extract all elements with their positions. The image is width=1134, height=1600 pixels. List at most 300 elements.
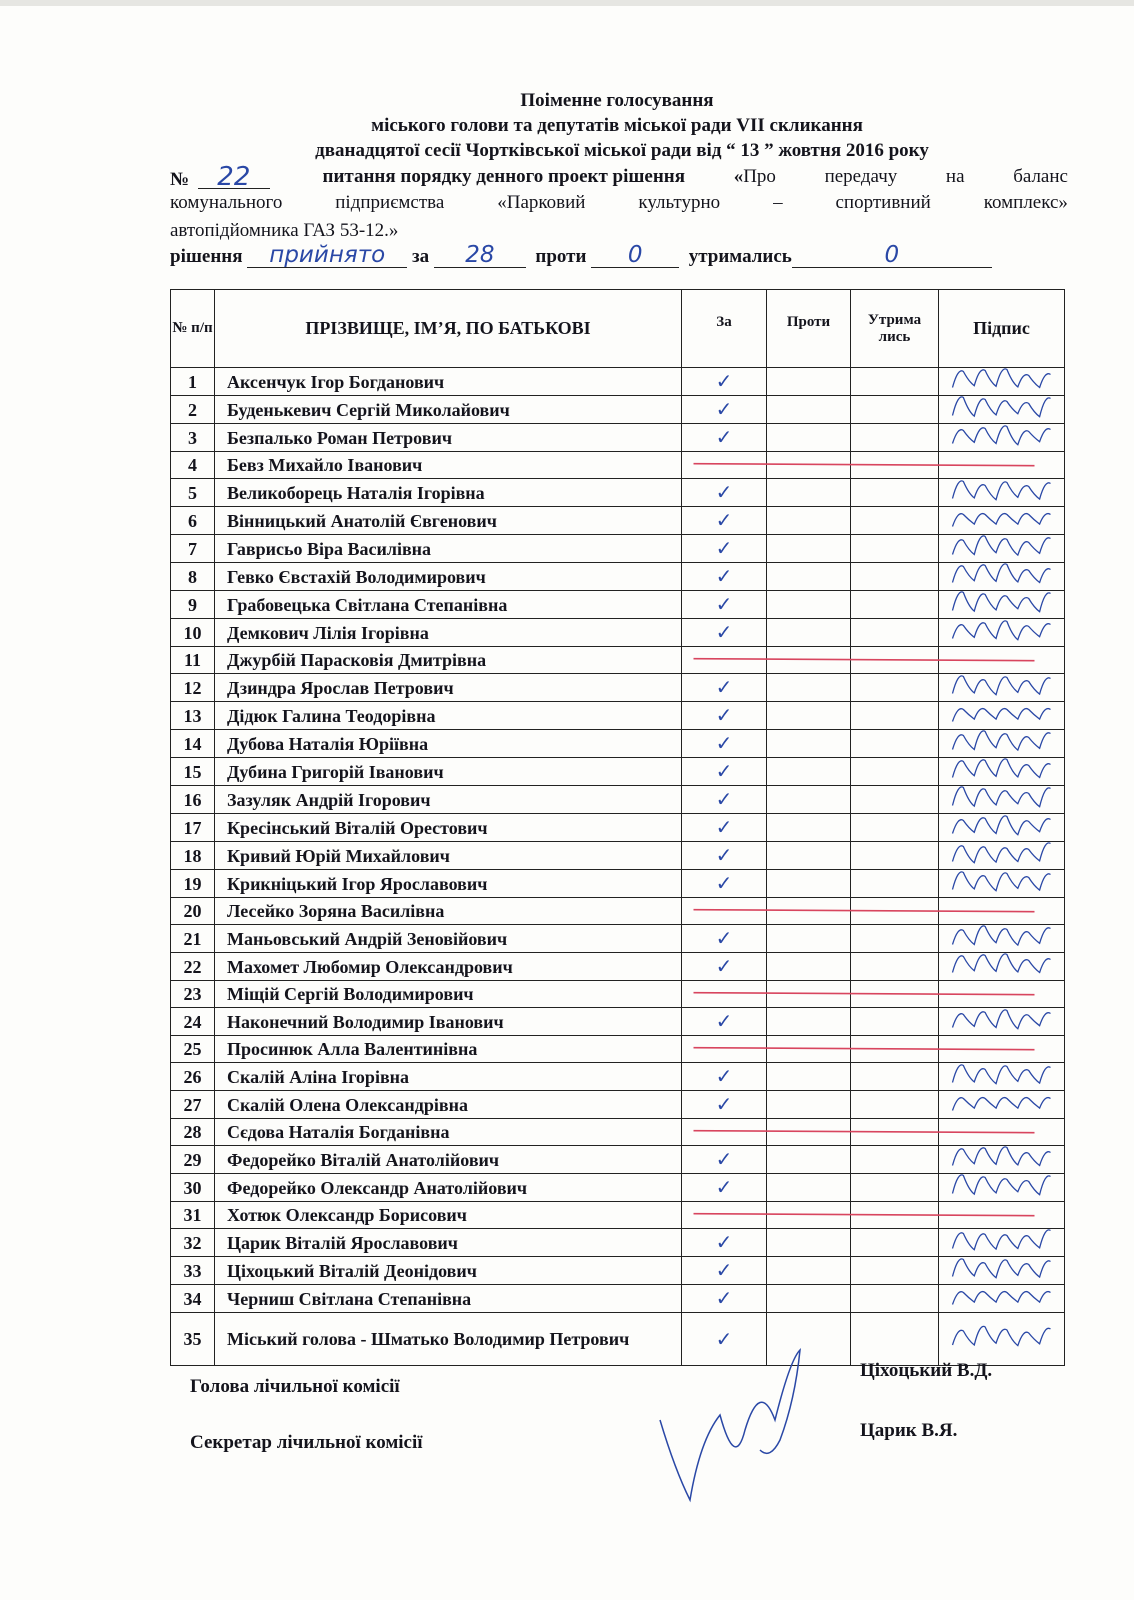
- row-number: 6: [171, 507, 215, 535]
- check-mark-icon: ✓: [715, 508, 733, 532]
- row-proty: [767, 1257, 851, 1285]
- row-name: Великоборець Наталія Ігорівна: [215, 479, 682, 507]
- za-label: за: [412, 246, 430, 267]
- proty-label: проти: [535, 246, 587, 267]
- table-row: [171, 1146, 1065, 1174]
- row-za: [682, 786, 767, 814]
- question-bold-text: питання порядку денного проект рішення: [322, 166, 686, 187]
- proty-value: 0: [591, 243, 679, 268]
- row-za: [682, 535, 767, 563]
- row-number: 33: [171, 1257, 215, 1285]
- table-row: [171, 591, 1065, 619]
- row-signature: [939, 563, 1065, 591]
- question-word: Про: [743, 166, 776, 187]
- row-utr: [851, 1119, 939, 1146]
- row-za: [682, 1119, 767, 1146]
- row-za: [682, 1174, 767, 1202]
- question-quote-group: [734, 166, 776, 191]
- table-row: [171, 786, 1065, 814]
- row-proty: [767, 674, 851, 702]
- row-name: Буденькевич Сергій Миколайович: [215, 396, 682, 424]
- row-utr: [851, 1285, 939, 1313]
- row-za: [682, 563, 767, 591]
- row-za: [682, 368, 767, 396]
- check-mark-icon: ✓: [715, 1009, 733, 1033]
- title-line-2: міського голови та депутатів міської ради VII скликання: [371, 115, 863, 136]
- table-row: [171, 1229, 1065, 1257]
- row-number: 13: [171, 702, 215, 730]
- question-word: підприємства: [335, 192, 445, 213]
- utr-value: 0: [792, 243, 992, 268]
- row-utr: [851, 730, 939, 758]
- row-number: 30: [171, 1174, 215, 1202]
- row-utr: [851, 619, 939, 647]
- header-name: ПРІЗВИЩЕ, ІМ’Я, ПО БАТЬКОВІ: [215, 290, 682, 368]
- row-utr: [851, 898, 939, 925]
- row-utr: [851, 758, 939, 786]
- row-signature: [939, 786, 1065, 814]
- row-za: [682, 591, 767, 619]
- header-proty: Проти: [767, 290, 851, 368]
- row-name: Кривий Юрій Михайлович: [215, 842, 682, 870]
- row-signature: [939, 842, 1065, 870]
- question-word: баланс: [1013, 166, 1068, 187]
- row-name: Сєдова Наталія Богданівна: [215, 1119, 682, 1146]
- row-name: Міський голова - Шматько Володимир Петрович: [215, 1313, 682, 1366]
- row-signature: [939, 981, 1065, 1008]
- row-za: [682, 1229, 767, 1257]
- row-number: 12: [171, 674, 215, 702]
- row-signature: [939, 1146, 1065, 1174]
- utr-label: утримались: [688, 246, 792, 267]
- table-row: [171, 647, 1065, 674]
- row-number: 29: [171, 1146, 215, 1174]
- row-proty: [767, 1174, 851, 1202]
- title-line-1: Поіменне голосування: [520, 90, 714, 111]
- table-row: [171, 870, 1065, 898]
- row-utr: [851, 1257, 939, 1285]
- question-line-2: [170, 192, 1068, 214]
- row-name: Дзиндра Ярослав Петрович: [215, 674, 682, 702]
- check-mark-icon: ✓: [715, 731, 733, 755]
- header-sign: Підпис: [939, 290, 1065, 368]
- row-name: Кресінський Віталій Орестович: [215, 814, 682, 842]
- row-za: [682, 814, 767, 842]
- row-name: Гевко Євстахій Володимирович: [215, 563, 682, 591]
- check-mark-icon: ✓: [715, 1230, 733, 1254]
- row-za: [682, 702, 767, 730]
- row-proty: [767, 730, 851, 758]
- check-mark-icon: ✓: [715, 1092, 733, 1116]
- check-mark-icon: ✓: [715, 1147, 733, 1171]
- header-num: № п/п: [171, 290, 215, 368]
- row-utr: [851, 479, 939, 507]
- row-signature: [939, 591, 1065, 619]
- row-utr: [851, 953, 939, 981]
- row-number: 9: [171, 591, 215, 619]
- row-number: 23: [171, 981, 215, 1008]
- row-za: [682, 925, 767, 953]
- row-number: 15: [171, 758, 215, 786]
- row-proty: [767, 619, 851, 647]
- row-proty: [767, 898, 851, 925]
- row-signature: [939, 507, 1065, 535]
- row-signature: [939, 702, 1065, 730]
- row-signature: [939, 1063, 1065, 1091]
- row-number: 27: [171, 1091, 215, 1119]
- table-row: [171, 1063, 1065, 1091]
- row-signature: [939, 953, 1065, 981]
- check-mark-icon: ✓: [715, 592, 733, 616]
- row-name: Грабовецька Світлана Степанівна: [215, 591, 682, 619]
- row-utr: [851, 1008, 939, 1036]
- row-utr: [851, 1229, 939, 1257]
- row-name: Безпалько Роман Петрович: [215, 424, 682, 452]
- row-name: Махомет Любомир Олександрович: [215, 953, 682, 981]
- row-proty: [767, 981, 851, 1008]
- voting-table: [170, 289, 1065, 1366]
- table-row: [171, 1285, 1065, 1313]
- row-name: Крикніцький Ігор Ярославович: [215, 870, 682, 898]
- question-number: 22: [198, 166, 270, 189]
- table-row: [171, 814, 1065, 842]
- row-za: [682, 1091, 767, 1119]
- row-proty: [767, 452, 851, 479]
- check-mark-icon: ✓: [715, 926, 733, 950]
- check-mark-icon: ✓: [715, 1064, 733, 1088]
- row-signature: [939, 1091, 1065, 1119]
- row-signature: [939, 814, 1065, 842]
- row-name: Черниш Світлана Степанівна: [215, 1285, 682, 1313]
- row-name: Дубина Григорій Іванович: [215, 758, 682, 786]
- row-number: 26: [171, 1063, 215, 1091]
- row-signature: [939, 1174, 1065, 1202]
- table-row: [171, 507, 1065, 535]
- row-name: Просинюк Алла Валентинівна: [215, 1036, 682, 1063]
- row-name: Бевз Михайло Іванович: [215, 452, 682, 479]
- table-row: [171, 1036, 1065, 1063]
- check-mark-icon: ✓: [715, 620, 733, 644]
- row-za: [682, 1146, 767, 1174]
- check-mark-icon: ✓: [715, 815, 733, 839]
- table-row: [171, 674, 1065, 702]
- row-utr: [851, 507, 939, 535]
- row-za: [682, 674, 767, 702]
- check-mark-icon: ✓: [715, 703, 733, 727]
- row-za: [682, 619, 767, 647]
- row-name: Ціхоцький Віталій Деонідович: [215, 1257, 682, 1285]
- row-za: [682, 981, 767, 1008]
- table-row: [171, 1119, 1065, 1146]
- question-line-1: [170, 162, 1068, 192]
- row-signature: [939, 619, 1065, 647]
- table-row: [171, 396, 1065, 424]
- table-row: [171, 898, 1065, 925]
- row-name: Дубова Наталія Юріївна: [215, 730, 682, 758]
- question-no-label: №: [170, 169, 190, 190]
- row-signature: [939, 1008, 1065, 1036]
- row-number: 2: [171, 396, 215, 424]
- row-utr: [851, 368, 939, 396]
- row-za: [682, 647, 767, 674]
- title-line-3: дванадцятої сесії Чортківської міської ради від “ 13 ” жовтня 2016 року: [315, 140, 929, 161]
- row-signature: [939, 730, 1065, 758]
- row-proty: [767, 479, 851, 507]
- check-mark-icon: ✓: [715, 954, 733, 978]
- row-proty: [767, 424, 851, 452]
- table-row: [171, 1008, 1065, 1036]
- row-proty: [767, 1119, 851, 1146]
- row-proty: [767, 1008, 851, 1036]
- table-row: [171, 452, 1065, 479]
- row-za: [682, 479, 767, 507]
- row-za: [682, 842, 767, 870]
- row-number: 5: [171, 479, 215, 507]
- row-proty: [767, 368, 851, 396]
- row-signature: [939, 1285, 1065, 1313]
- question-number-group: [170, 162, 274, 192]
- question-line-3: автопідйомника ГАЗ 53-12.»: [170, 220, 399, 241]
- row-proty: [767, 396, 851, 424]
- row-za: [682, 1063, 767, 1091]
- row-name: Маньовський Андрій Зеновійович: [215, 925, 682, 953]
- question-word: комунального: [170, 192, 283, 213]
- row-za: [682, 452, 767, 479]
- row-utr: [851, 702, 939, 730]
- row-name: Демкович Лілія Ігорівна: [215, 619, 682, 647]
- row-number: 24: [171, 1008, 215, 1036]
- row-signature: [939, 758, 1065, 786]
- row-utr: [851, 786, 939, 814]
- row-utr: [851, 842, 939, 870]
- row-proty: [767, 1285, 851, 1313]
- row-number: 32: [171, 1229, 215, 1257]
- row-utr: [851, 1146, 939, 1174]
- table-row: [171, 1174, 1065, 1202]
- table-row: [171, 1202, 1065, 1229]
- check-mark-icon: ✓: [715, 564, 733, 588]
- chair-label: Голова лічильної комісії: [190, 1376, 400, 1397]
- row-utr: [851, 674, 939, 702]
- row-name: Гаврисьо Віра Василівна: [215, 535, 682, 563]
- row-number: 1: [171, 368, 215, 396]
- row-proty: [767, 925, 851, 953]
- row-name: Джурбій Парасковія Дмитрівна: [215, 647, 682, 674]
- row-proty: [767, 1146, 851, 1174]
- row-utr: [851, 563, 939, 591]
- row-utr: [851, 424, 939, 452]
- row-name: Зазуляк Андрій Ігорович: [215, 786, 682, 814]
- row-proty: [767, 786, 851, 814]
- check-mark-icon: ✓: [715, 425, 733, 449]
- check-mark-icon: ✓: [715, 1286, 733, 1310]
- check-mark-icon: ✓: [715, 1175, 733, 1199]
- row-utr: [851, 1202, 939, 1229]
- row-proty: [767, 1036, 851, 1063]
- row-proty: [767, 1313, 851, 1366]
- row-signature: [939, 396, 1065, 424]
- row-number: 7: [171, 535, 215, 563]
- row-za: [682, 1257, 767, 1285]
- row-name: Царик Віталій Ярославович: [215, 1229, 682, 1257]
- row-signature: [939, 1202, 1065, 1229]
- table-row: [171, 842, 1065, 870]
- question-word: комплекс»: [983, 192, 1068, 213]
- row-name: Вінницький Анатолій Євгенович: [215, 507, 682, 535]
- row-number: 11: [171, 647, 215, 674]
- row-proty: [767, 507, 851, 535]
- check-mark-icon: ✓: [715, 871, 733, 895]
- row-number: 31: [171, 1202, 215, 1229]
- check-mark-icon: ✓: [715, 787, 733, 811]
- question-word: –: [773, 192, 783, 213]
- row-za: [682, 758, 767, 786]
- decision-line: [170, 243, 992, 268]
- row-proty: [767, 842, 851, 870]
- secretary-name: Царик В.Я.: [860, 1420, 958, 1441]
- row-proty: [767, 591, 851, 619]
- row-za: [682, 507, 767, 535]
- row-proty: [767, 647, 851, 674]
- row-signature: [939, 647, 1065, 674]
- row-signature: [939, 925, 1065, 953]
- row-proty: [767, 563, 851, 591]
- check-mark-icon: ✓: [715, 397, 733, 421]
- row-signature: [939, 452, 1065, 479]
- row-proty: [767, 814, 851, 842]
- row-proty: [767, 1063, 851, 1091]
- row-za: [682, 730, 767, 758]
- row-utr: [851, 647, 939, 674]
- row-signature: [939, 479, 1065, 507]
- row-signature: [939, 1119, 1065, 1146]
- table-row: [171, 535, 1065, 563]
- za-value: 28: [434, 243, 526, 268]
- header-utr: Утрима лись: [851, 290, 939, 368]
- row-za: [682, 953, 767, 981]
- check-mark-icon: ✓: [715, 480, 733, 504]
- row-signature: [939, 1313, 1065, 1366]
- row-za: [682, 424, 767, 452]
- row-proty: [767, 1202, 851, 1229]
- question-word: культурно: [638, 192, 721, 213]
- table-row: [171, 953, 1065, 981]
- row-utr: [851, 396, 939, 424]
- secretary-label: Секретар лічильної комісії: [190, 1432, 423, 1453]
- row-name: Скалій Аліна Ігорівна: [215, 1063, 682, 1091]
- row-number: 21: [171, 925, 215, 953]
- row-name: Наконечний Володимир Іванович: [215, 1008, 682, 1036]
- row-number: 16: [171, 786, 215, 814]
- row-number: 25: [171, 1036, 215, 1063]
- row-signature: [939, 424, 1065, 452]
- row-proty: [767, 758, 851, 786]
- row-name: Лесейко Зоряна Василівна: [215, 898, 682, 925]
- row-signature: [939, 1036, 1065, 1063]
- row-za: [682, 1036, 767, 1063]
- row-za: [682, 1285, 767, 1313]
- row-utr: [851, 870, 939, 898]
- row-number: 35: [171, 1313, 215, 1366]
- row-utr: [851, 1091, 939, 1119]
- row-utr: [851, 1036, 939, 1063]
- row-za: [682, 396, 767, 424]
- row-za: [682, 1008, 767, 1036]
- row-number: 34: [171, 1285, 215, 1313]
- row-signature: [939, 674, 1065, 702]
- header-za: За: [682, 290, 767, 368]
- row-number: 17: [171, 814, 215, 842]
- row-za: [682, 1202, 767, 1229]
- table-row: [171, 424, 1065, 452]
- row-name: Федорейко Олександр Анатолійович: [215, 1174, 682, 1202]
- table-row: [171, 730, 1065, 758]
- row-proty: [767, 953, 851, 981]
- check-mark-icon: ✓: [715, 1258, 733, 1282]
- row-proty: [767, 702, 851, 730]
- table-row: [171, 1313, 1065, 1366]
- row-utr: [851, 981, 939, 1008]
- row-number: 28: [171, 1119, 215, 1146]
- row-number: 18: [171, 842, 215, 870]
- row-number: 22: [171, 953, 215, 981]
- question-word: на: [945, 166, 965, 187]
- table-row: [171, 619, 1065, 647]
- row-utr: [851, 1174, 939, 1202]
- row-signature: [939, 535, 1065, 563]
- row-za: [682, 898, 767, 925]
- row-za: [682, 870, 767, 898]
- row-name: Міщій Сергій Володимирович: [215, 981, 682, 1008]
- decision-value: прийнято: [247, 243, 407, 268]
- row-name: Дідюк Галина Теодорівна: [215, 702, 682, 730]
- row-number: 10: [171, 619, 215, 647]
- row-utr: [851, 814, 939, 842]
- chair-name: Ціхоцький В.Д.: [860, 1360, 993, 1381]
- row-za: [682, 1313, 767, 1366]
- table-row: [171, 1091, 1065, 1119]
- row-signature: [939, 1229, 1065, 1257]
- table-row: [171, 758, 1065, 786]
- question-word: «Парковий: [497, 192, 586, 213]
- row-utr: [851, 591, 939, 619]
- check-mark-icon: ✓: [715, 675, 733, 699]
- row-utr: [851, 1313, 939, 1366]
- check-mark-icon: ✓: [715, 843, 733, 867]
- table-row: [171, 368, 1065, 396]
- row-signature: [939, 368, 1065, 396]
- row-name: Хотюк Олександр Борисович: [215, 1202, 682, 1229]
- decision-label: рішення: [170, 246, 243, 267]
- row-utr: [851, 452, 939, 479]
- quote-open: «: [733, 166, 744, 187]
- check-mark-icon: ✓: [715, 1326, 733, 1351]
- row-number: 19: [171, 870, 215, 898]
- row-proty: [767, 535, 851, 563]
- commission-signature: [660, 1350, 800, 1500]
- table-row: [171, 563, 1065, 591]
- check-mark-icon: ✓: [715, 536, 733, 560]
- row-number: 4: [171, 452, 215, 479]
- row-proty: [767, 870, 851, 898]
- row-utr: [851, 535, 939, 563]
- question-word: спортивний: [835, 192, 931, 213]
- row-utr: [851, 925, 939, 953]
- row-name: Скалій Олена Олександрівна: [215, 1091, 682, 1119]
- row-signature: [939, 870, 1065, 898]
- row-proty: [767, 1091, 851, 1119]
- row-signature: [939, 1257, 1065, 1285]
